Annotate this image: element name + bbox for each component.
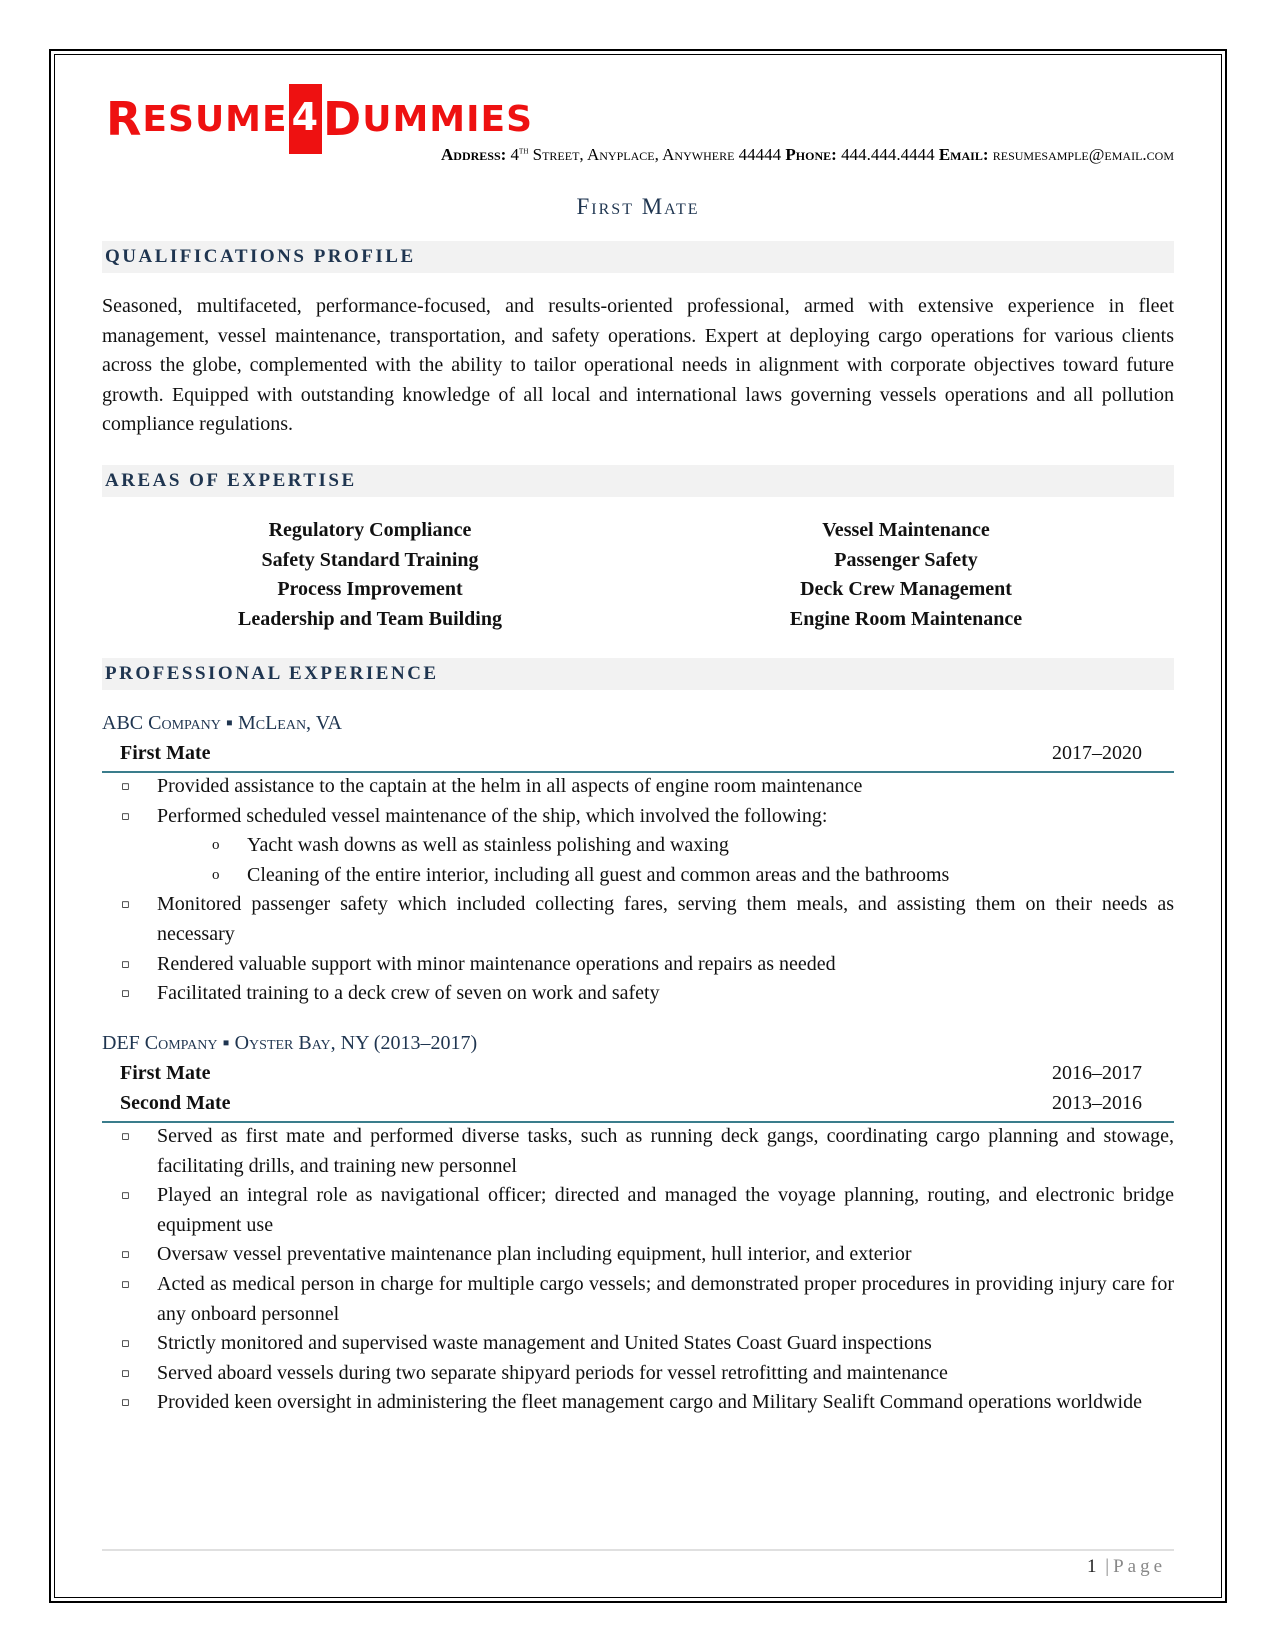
bullet-item bbox=[102, 1270, 1174, 1329]
square-bullet-icon: ▫ bbox=[121, 1188, 130, 1204]
footer-separator: | bbox=[1105, 1556, 1114, 1577]
square-bullet-icon: ▫ bbox=[121, 1129, 130, 1144]
bullet-item bbox=[102, 772, 1174, 802]
square-bullet-icon: ▫ bbox=[121, 1336, 130, 1352]
contact-line bbox=[441, 145, 1174, 165]
skill-item: Leadership and Team Building bbox=[238, 607, 502, 630]
role-title: Second Mate bbox=[120, 1092, 231, 1114]
bullet-item bbox=[102, 890, 1174, 949]
role-title: First Mate bbox=[120, 1062, 211, 1084]
logo-text: UMMIES bbox=[362, 98, 534, 140]
company-heading: DEF Company ▪ Oyster Bay, NY (2013–2017) bbox=[102, 1032, 478, 1054]
role-dates: 2016–2017 bbox=[1052, 1062, 1142, 1084]
bullet-item bbox=[102, 979, 1174, 1009]
bullet-item bbox=[102, 950, 1174, 980]
square-bullet-icon: ▫ bbox=[121, 779, 130, 794]
bullet-item bbox=[102, 1329, 1174, 1359]
square-bullet-icon: ▫ bbox=[121, 1365, 130, 1381]
skill-item: Vessel Maintenance bbox=[822, 519, 990, 541]
profile-paragraph: Seasoned, multifaceted, performance-focused, and results-oriented professional, armed with extensive experience in fleet management, vessel maintenance, transportation, and safety operations. Expert at deploying cargo operations for various clients across the globe, complemented with the ability to tailor operational needs in alignment with corporate objectives toward future growth. Equipped with outstanding knowledge of all local and international laws governing vessels operations and all pollution compliance regulations. bbox=[102, 295, 1174, 436]
expertise-column-right bbox=[638, 516, 1174, 634]
bullet-item bbox=[102, 1388, 1174, 1418]
skill-item: Engine Room Maintenance bbox=[789, 607, 1023, 630]
square-bullet-icon: ▫ bbox=[121, 1276, 130, 1292]
square-bullet-icon: ▫ bbox=[121, 986, 130, 1002]
section-header-experience: PROFESSIONAL EXPERIENCE bbox=[102, 658, 1174, 690]
sub-bullet-item bbox=[102, 831, 1174, 861]
skill-item: Passenger Safety bbox=[834, 548, 978, 571]
logo-digit-box: 4 bbox=[289, 84, 322, 154]
circle-bullet-icon: o bbox=[212, 866, 220, 883]
bullet-text: Strictly monitored and supervised waste management and United States Coast Guard inspections bbox=[157, 1332, 932, 1355]
bullet-text: Monitored passenger safety which included collecting fares, serving them meals, and assisting them on their needs as necessary bbox=[157, 893, 1174, 945]
role-row bbox=[120, 1092, 1142, 1115]
address-number: 4 bbox=[510, 145, 520, 164]
company-heading: ABC Company ▪ McLean, VA bbox=[102, 712, 343, 734]
logo-text: R bbox=[106, 92, 143, 146]
bullet-text: Cleaning of the entire interior, including all guest and common areas and the bathrooms bbox=[247, 863, 950, 886]
footer-divider bbox=[102, 1549, 1174, 1551]
expertise-grid bbox=[102, 516, 1174, 634]
expertise-column-left bbox=[102, 516, 638, 634]
bullet-text: Acted as medical person in charge for multiple cargo vessels; and demonstrated proper procedures in providing injury care for any onboard personnel bbox=[157, 1272, 1174, 1325]
section-header-expertise: AREAS OF EXPERTISE bbox=[102, 465, 1174, 497]
skill-item: Process Improvement bbox=[277, 578, 463, 601]
bullet-text: Oversaw vessel preventative maintenance plan including equipment, hull interior, and exterior bbox=[157, 1243, 912, 1266]
square-bullet-icon: ▫ bbox=[121, 956, 130, 972]
address-superscript: th bbox=[519, 145, 529, 157]
bullet-text: Served aboard vessels during two separate shipyard periods for vessel retrofitting and maintenance bbox=[157, 1361, 948, 1384]
page-number: 1 bbox=[1087, 1556, 1097, 1577]
square-bullet-icon: ▫ bbox=[121, 897, 130, 913]
address-label: Address: bbox=[441, 145, 507, 164]
bullet-item bbox=[102, 1359, 1174, 1389]
bullet-text: Provided keen oversight in administering the fleet management cargo and Military Sealift Command operations worldwide bbox=[157, 1391, 1142, 1414]
bullet-text: Provided assistance to the captain at the helm in all aspects of engine room maintenance bbox=[157, 775, 863, 797]
role-title: First Mate bbox=[120, 742, 211, 764]
phone-label: Phone: bbox=[785, 145, 837, 164]
square-bullet-icon: ▫ bbox=[121, 808, 130, 824]
skill-item: Deck Crew Management bbox=[800, 578, 1012, 601]
phone-value: 444.444.4444 bbox=[841, 145, 935, 164]
bullet-text: Performed scheduled vessel maintenance of the ship, which involved the following: bbox=[157, 804, 828, 827]
bullet-text: Yacht wash downs as well as stainless polishing and waxing bbox=[247, 834, 729, 857]
page-label: Page bbox=[1113, 1556, 1166, 1577]
circle-bullet-icon: o bbox=[212, 837, 220, 854]
bullet-text: Rendered valuable support with minor maintenance operations and repairs as needed bbox=[157, 952, 836, 975]
bullet-item bbox=[102, 802, 1174, 832]
logo-text: ESUME bbox=[142, 98, 288, 140]
bullet-item bbox=[102, 1240, 1174, 1270]
bullet-text: Played an integral role as navigational officer; directed and managed the voyage planning, routing, and electronic bridge equipment use bbox=[157, 1184, 1174, 1236]
bullet-item bbox=[102, 1181, 1174, 1240]
skill-item: Safety Standard Training bbox=[261, 548, 479, 571]
page-footer bbox=[1087, 1556, 1166, 1578]
email-value: resumesample@email.com bbox=[992, 145, 1174, 164]
bullet-text: Facilitated training to a deck crew of seven on work and safety bbox=[157, 982, 660, 1005]
section-header-qualifications: QUALIFICATIONS PROFILE bbox=[102, 241, 1174, 273]
bullet-text: Served as first mate and performed diverse tasks, such as running deck gangs, coordinating cargo planning and stowage, facilitating drills, and training new personnel bbox=[157, 1125, 1174, 1177]
resume-title: First Mate bbox=[576, 194, 700, 219]
skill-item: Regulatory Compliance bbox=[268, 519, 472, 541]
role-dates: 2013–2016 bbox=[1052, 1092, 1142, 1114]
address-value: Street, Anyplace, Anywhere 44444 bbox=[532, 145, 782, 164]
square-bullet-icon: ▫ bbox=[121, 1247, 130, 1263]
email-label: Email: bbox=[938, 145, 989, 164]
role-row bbox=[120, 742, 1142, 765]
job-bullets bbox=[102, 772, 1174, 1009]
bullet-item bbox=[102, 1122, 1174, 1181]
square-bullet-icon: ▫ bbox=[121, 1395, 130, 1411]
logo-text: D bbox=[323, 92, 363, 146]
job-bullets bbox=[102, 1122, 1174, 1418]
role-row bbox=[120, 1062, 1142, 1085]
role-dates: 2017–2020 bbox=[1052, 742, 1142, 764]
sub-bullet-item bbox=[102, 861, 1174, 891]
